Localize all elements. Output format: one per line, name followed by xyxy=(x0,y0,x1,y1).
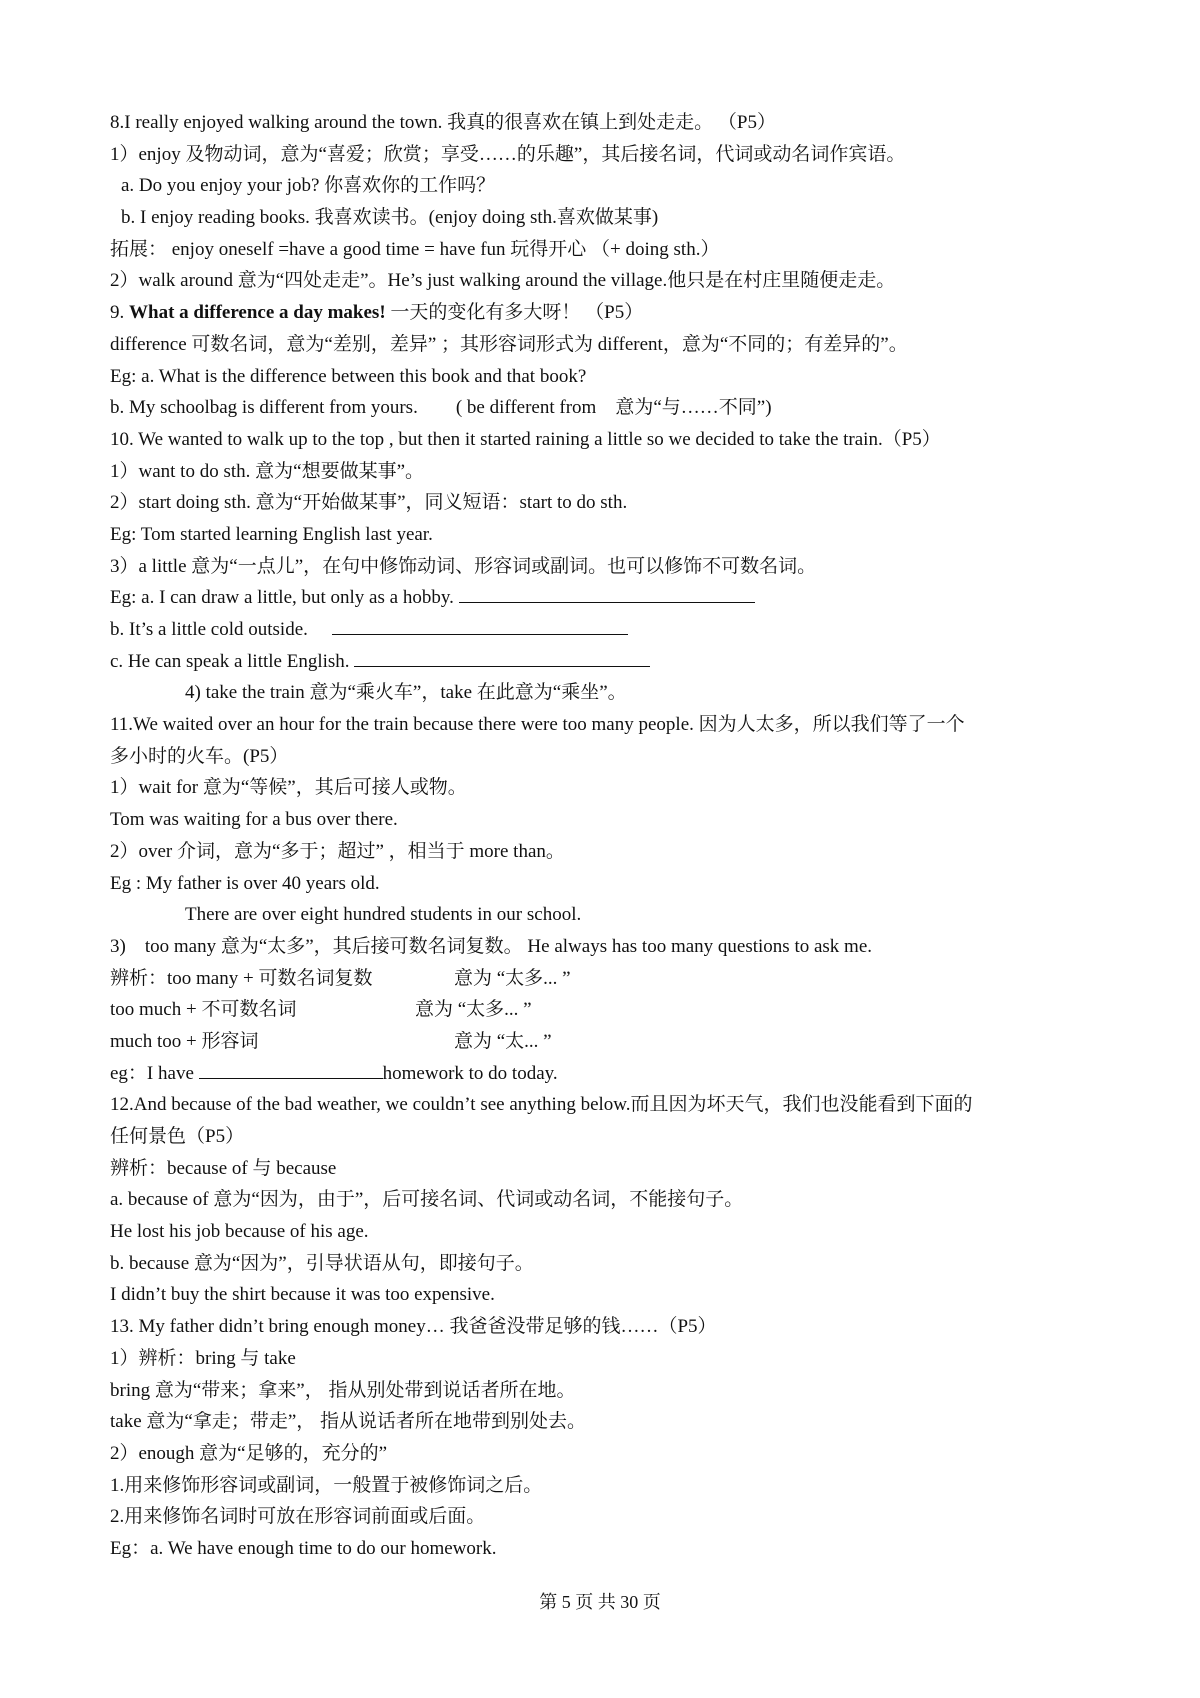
compare-right: 意为 “太... ” xyxy=(454,1030,552,1052)
item-12-heading-cont: 任何景色（P5） xyxy=(110,1126,245,1147)
exercise-text: b. It’s a little cold outside. xyxy=(110,619,332,640)
answer-blank xyxy=(459,584,755,603)
compare-much-too xyxy=(110,1026,1110,1058)
compare-too-many xyxy=(110,963,1110,995)
example-because-of: He lost his job because of his age. xyxy=(110,1221,369,1243)
note-because-of-a: a. because of 意为“因为，由于”，后可接名词、代词或动名词，不能接句子。 xyxy=(110,1189,744,1211)
item-9-number: 9. xyxy=(110,302,129,324)
note-start-doing: 2）start doing sth. 意为“开始做某事”，同义短语：start to do sth. xyxy=(110,492,628,514)
note-difference: difference 可数名词，意为“差别，差异” ；其形容词形式为 different，意为“不同的；有差异的”。 xyxy=(110,333,908,355)
note-bring: bring 意为“带来；拿来”， 指从别处带到说话者所在地。 xyxy=(110,1379,576,1401)
item-11-heading-cont: 多小时的火车。(P5） xyxy=(110,745,289,767)
note-a-little: 3）a little 意为“一点儿”，在句中修饰动词、形容词或副词。也可以修饰不可数名词。 xyxy=(110,555,817,577)
example-because: I didn’t buy the shirt because it was too expensive. xyxy=(110,1284,495,1306)
compare-left: 辨析：too many + 可数名词复数 xyxy=(110,967,373,989)
page-number-footer: 第 5 页 共 30 页 xyxy=(539,1592,661,1612)
note-want-to: 1）want to do sth. 意为“想要做某事”。 xyxy=(110,460,425,482)
note-enjoy: 1）enjoy 及物动词，意为“喜爱；欣赏；享受……的乐趣”，其后接名词，代词或动名词作宾语。 xyxy=(110,143,906,165)
note-enough-1: 1.用来修饰形容词或副词，一般置于被修饰词之后。 xyxy=(110,1474,543,1496)
exercise-text: Eg: a. I can draw a little, but only as a hobby. xyxy=(110,587,459,609)
note-enough: 2）enough 意为“足够的，充分的” xyxy=(110,1442,388,1464)
exercise-text-end: homework to do today. xyxy=(382,1062,558,1084)
note-too-many: 3) too many 意为“太多”，其后接可数名词复数。 He always has too many questions to ask me. xyxy=(110,935,873,957)
example-start: Eg: Tom started learning English last year. xyxy=(110,523,433,545)
exercise-a-little-b xyxy=(110,614,1110,646)
example-wait-for: Tom was waiting for a bus over there. xyxy=(110,809,398,831)
example-difference-a: Eg: a. What is the difference between this book and that book? xyxy=(110,365,587,387)
note-because-b: b. because 意为“因为”，引导状语从句，即接句子。 xyxy=(110,1252,534,1274)
example-enjoy-a: a. Do you enjoy your job? 你喜欢你的工作吗？ xyxy=(121,175,496,197)
item-10-heading: 10. We wanted to walk up to the top , but then it started raining a little so we decided to take the train.（P5） xyxy=(110,428,941,450)
exercise-a-little-c xyxy=(110,646,1110,678)
compare-right: 意为 “太多... ” xyxy=(454,967,571,989)
exercise-text: c. He can speak a little English. xyxy=(110,650,355,672)
note-take-the-train: 4) take the train 意为“乘火车”，take 在此意为“乘坐”。 xyxy=(185,682,627,704)
example-over-b: There are over eight hundred students in our school. xyxy=(185,904,582,926)
note-because-of: 辨析：because of 与 because xyxy=(110,1157,337,1179)
example-enjoy-b: b. I enjoy reading books. 我喜欢读书。(enjoy doing sth.喜欢做某事) xyxy=(121,207,659,229)
compare-too-much xyxy=(110,994,1110,1026)
answer-blank xyxy=(354,648,650,667)
note-over: 2）over 介词，意为“多于；超过” ，相当于 more than。 xyxy=(110,840,565,862)
compare-left: much too + 形容词 xyxy=(110,1030,259,1052)
item-9-bold-sentence: What a difference a day makes! xyxy=(129,302,386,324)
compare-right: 意为 “太多... ” xyxy=(415,999,532,1021)
item-13-heading: 13. My father didn’t bring enough money… 我爸爸没带足够的钱……（P5） xyxy=(110,1316,717,1338)
answer-blank xyxy=(332,616,628,635)
note-walk-around: 2）walk around 意为“四处走走”。He’s just walking around the village.他只是在村庄里随便走走。 xyxy=(110,270,896,292)
note-wait-for: 1）wait for 意为“等候”，其后可接人或物。 xyxy=(110,777,467,799)
exercise-too-much xyxy=(110,1058,1110,1090)
compare-left: too much + 不可数名词 xyxy=(110,999,297,1021)
note-enough-2: 2.用来修饰名词时可放在形容词前面或后面。 xyxy=(110,1506,486,1528)
exercise-text: eg：I have xyxy=(110,1062,199,1084)
example-difference-b: b. My schoolbag is different from yours. ( be different from 意为“与……不同”) xyxy=(110,397,772,419)
item-9-heading xyxy=(110,297,1110,329)
item-12-heading: 12.And because of the bad weather, we couldn’t see anything below.而且因为坏天气，我们也没能看到下面的 xyxy=(110,1094,973,1116)
note-extension: 拓展： enjoy oneself =have a good time = have fun 玩得开心 （+ doing sth.） xyxy=(110,238,720,260)
item-8-heading: 8.I really enjoyed walking around the town. 我真的很喜欢在镇上到处走走。 （P5） xyxy=(110,112,776,133)
item-9-translation: 一天的变化有多大呀！ （P5） xyxy=(385,302,644,324)
answer-blank xyxy=(199,1060,383,1079)
page-content xyxy=(110,107,1110,1565)
note-take: take 意为“拿走；带走”， 指从说话者所在地带到别处去。 xyxy=(110,1411,587,1433)
note-bring-take: 1）辨析：bring 与 take xyxy=(110,1347,296,1369)
item-11-heading: 11.We waited over an hour for the train because there were too many people. 因为人太多，所以我们等了一个 xyxy=(110,714,965,736)
example-over-a: Eg : My father is over 40 years old. xyxy=(110,872,380,894)
example-enough: Eg：a. We have enough time to do our homework. xyxy=(110,1537,497,1559)
exercise-a-little-a xyxy=(110,582,1110,614)
